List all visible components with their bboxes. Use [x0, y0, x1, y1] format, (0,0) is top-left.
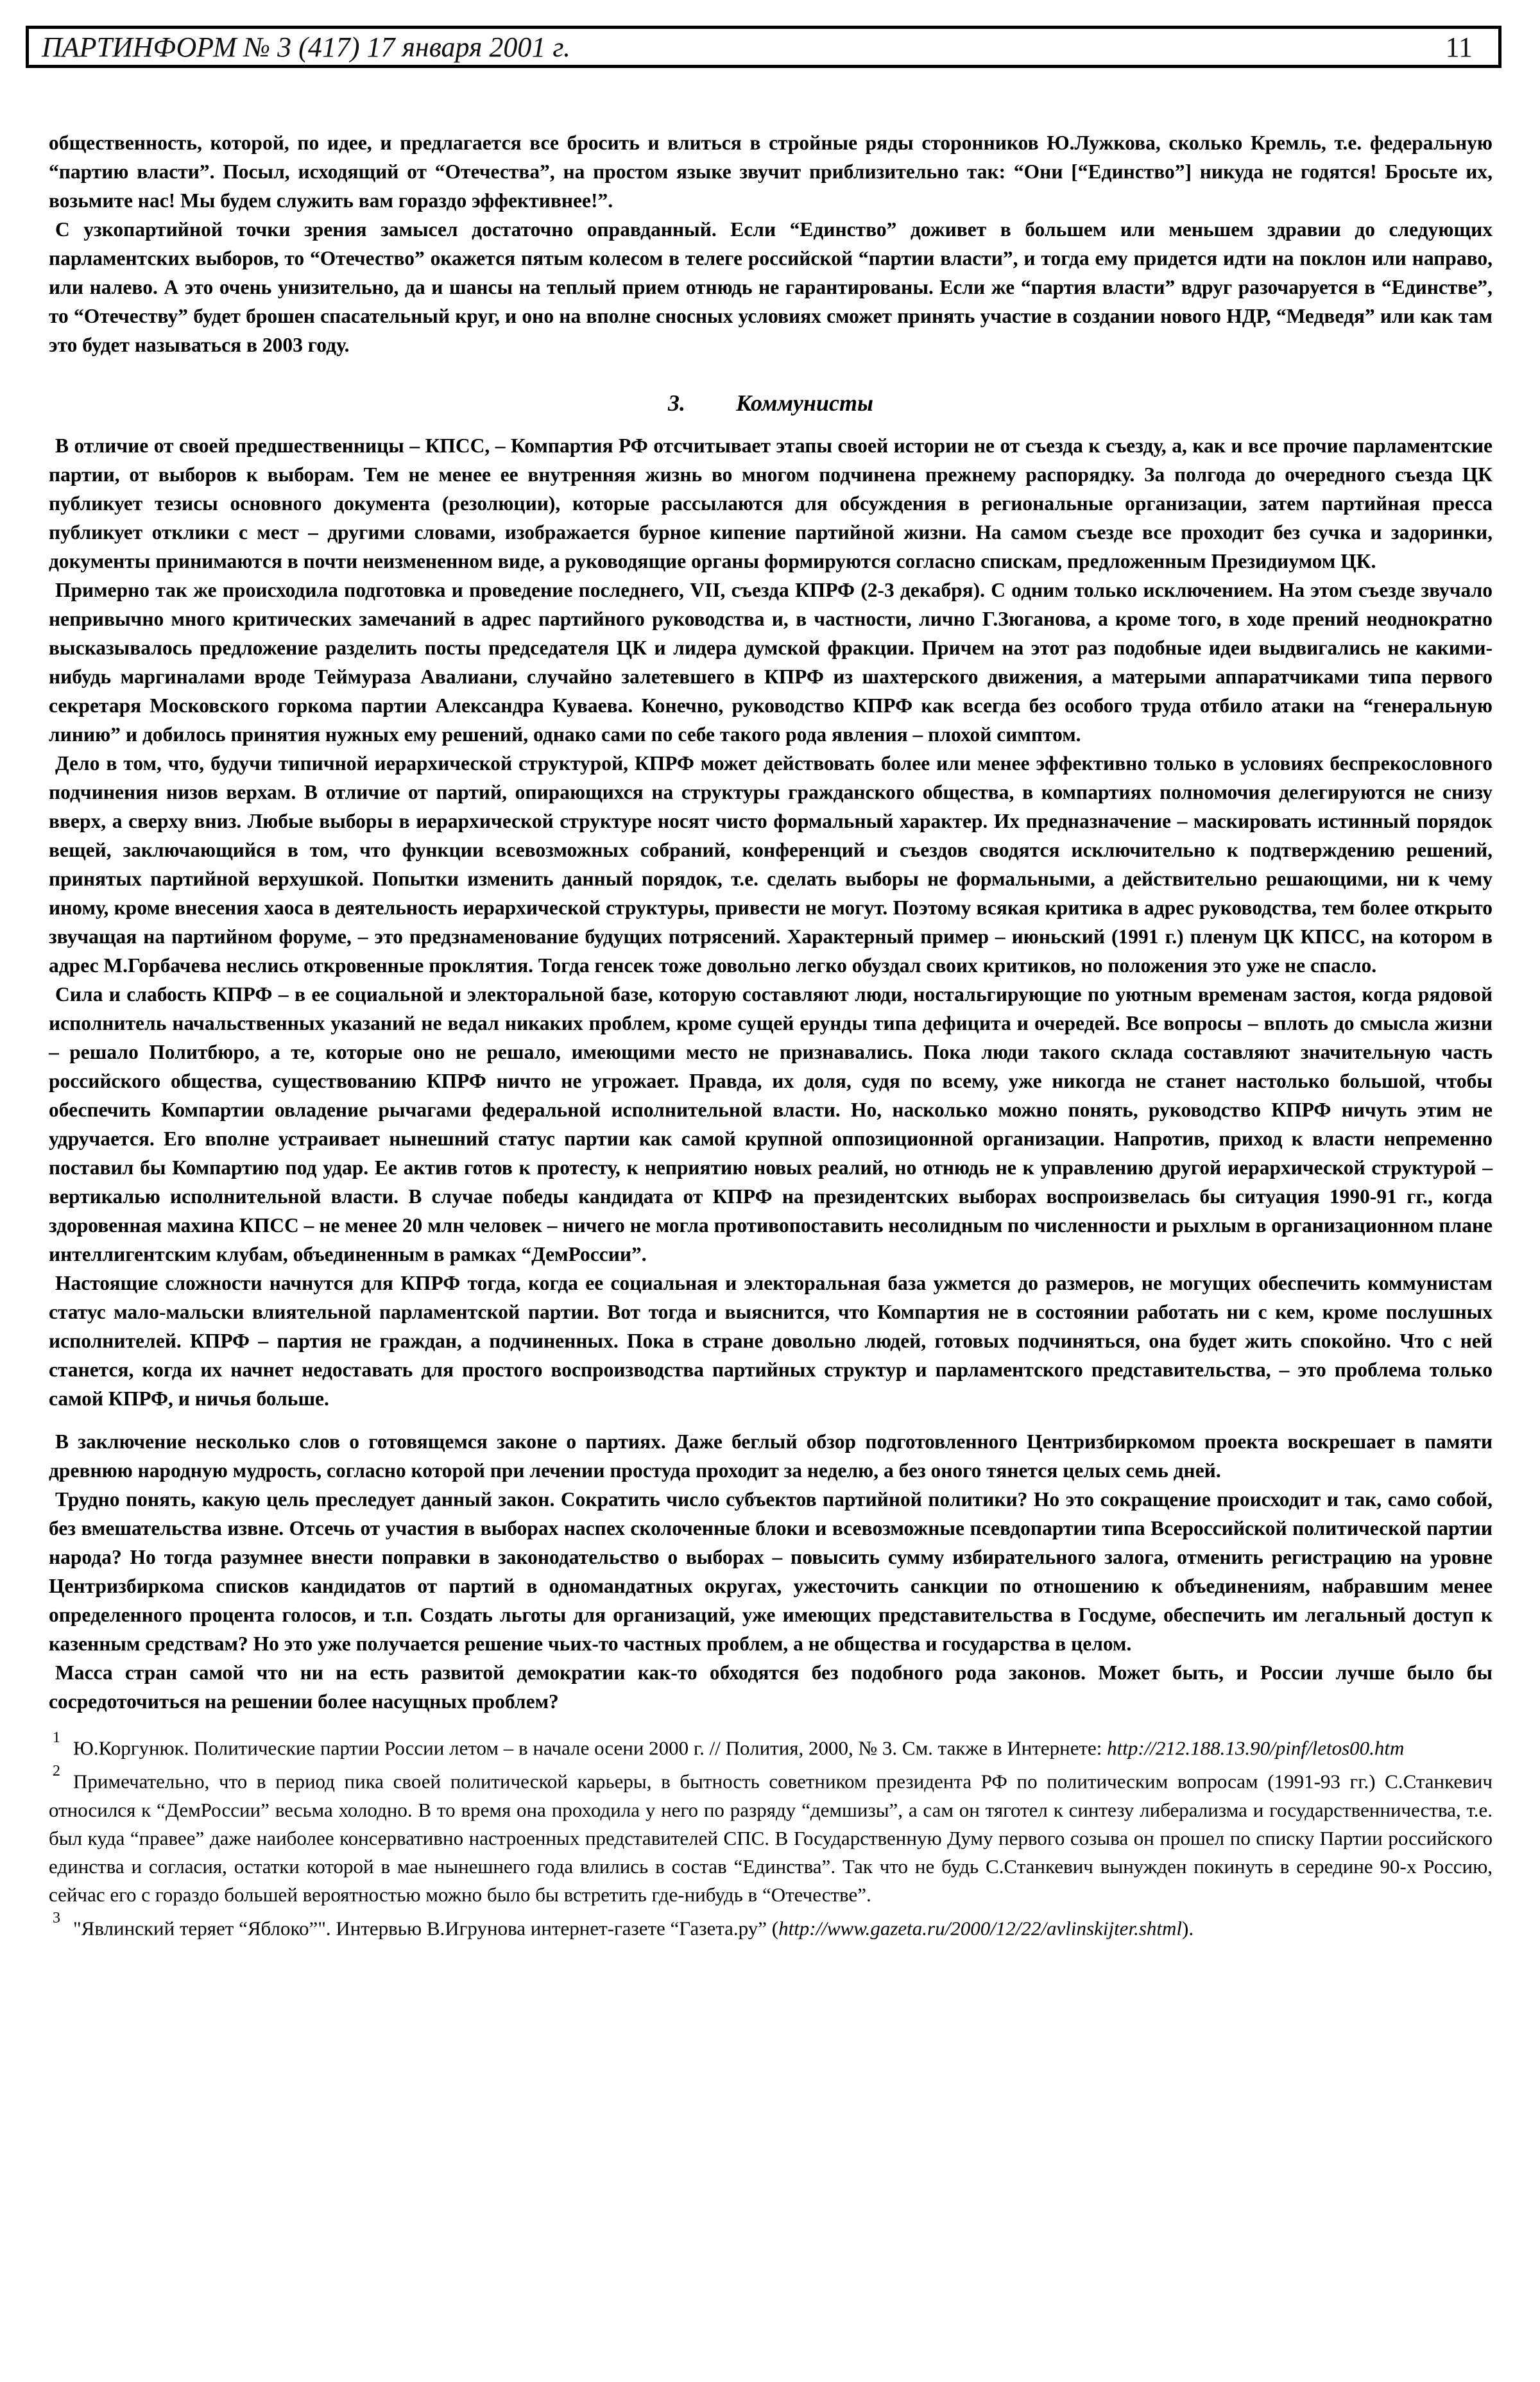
article-body [49, 128, 1493, 1942]
footnote-after: ). [1182, 1916, 1194, 1939]
footnote [49, 1909, 1493, 1942]
section-title: Коммунисты [736, 390, 873, 416]
paragraph: общественность, которой, по идее, и предлагается все бросить и влиться в стройные ряды сторонников Ю.Лужкова, сколько Кремль, т.е. федеральную “партию власти”. Посыл, исходящий от “Отечества”, на простом языке звучит приблизительно так: “Они [“Единство”] никуда не годятся! Бросьте их, возьмите нас! Мы будем служить вам гораздо эффективнее!”. [49, 132, 1493, 212]
paragraph: С узкопартийной точки зрения замысел достаточно оправданный. Если “Единство” доживет в большем или меньшем здравии до следующих парламентских выборов, то “Отечество” окажется пятым колесом в телеге российской “партии власти”, и тогда ему придется идти на поклон или направо, или налево. А это очень унизительно, да и шансы на теплый прием отнюдь не гарантированы. Если же “партия власти” вдруг разочаруется в “Единстве”, то “Отечеству” будет брошен спасательный круг, и оно на вполне сносных условиях сможет принять участие в создании нового НДР, “Медведя” или как там это будет называться в 2003 году. [49, 218, 1493, 356]
header-title: ПАРТИНФОРМ № 3 (417) 17 января 2001 г. [42, 31, 571, 63]
footnotes [49, 1729, 1493, 1942]
paragraph: В отличие от своей предшественницы – КПСС, – Компартия РФ отсчитывает этапы своей истории не от съезда к съезду, а, как и все прочие парламентские партии, от выборов к выборам. Тем не менее ее внутренняя жизнь во многом подчинена прежнему распорядку. За полгода до очередного съезда ЦК публикует тезисы основного документа (резолюции), которые рассылаются для обсуждения в региональные организации, затем партийная пресса публикует отклики с мест – другими словами, изображается бурное кипение партийной жизни. На самом съезде все проходит без сучка и задоринки, документы принимаются в почти неизмененном виде, а руководящие органы формируются согласно спискам, предложенным Президиумом ЦК. [49, 434, 1493, 572]
paragraph: Масса стран самой что ни на есть развитой демократии как-то обходятся без подобного рода законов. Может быть, и России лучше было бы сосредоточиться на решении более насущных проблем? [49, 1661, 1493, 1713]
section-heading [49, 388, 1493, 418]
running-header [26, 26, 1502, 68]
footnote-link[interactable]: http://212.188.13.90/pinf/letos00.htm [1107, 1736, 1405, 1760]
paragraph: Настоящие сложности начнутся для КПРФ тогда, когда ее социальная и электоральная база ужмется до размеров, не могущих обеспечить коммунистам статус мало-мальски влиятельной парламентской партии. Вот тогда и выяснится, что Компартия не в состоянии работать ни с кем, кроме послушных исполнителей. КПРФ – партия не граждан, а подчиненных. Пока в стране довольно людей, готовых подчиняться, она будет жить спокойно. Что с ней станется, когда их начнет недоставать для простого воспроизводства партийных структур и парламентского представительства, – это проблема только самой КПРФ, и ничья больше. [49, 1272, 1493, 1410]
footnote [49, 1729, 1493, 1762]
footnote-text: "Явлинский теряет “Яблоко”". Интервью В.Игрунова интернет-газете “Газета.ру” ( [73, 1916, 779, 1939]
footnote [49, 1762, 1493, 1908]
section-number: 3. [668, 390, 686, 416]
footnote-text: Ю.Коргунюк. Политические партии России летом – в начале осени 2000 г. // Полития, 2000, № 3. См. также в Интернете: [73, 1736, 1108, 1760]
footnote-marker: 3 [53, 1909, 60, 1926]
page-number: 11 [1445, 31, 1473, 63]
footnote-text: Примечательно, что в период пика своей политической карьеры, в бытность советником президента РФ по политическим вопросам (1991-93 гг.) С.Станкевич относился к “ДемРоссии” весьма холодно. В то время она проходила у него по разряду “демшизы”, а сам он тяготел к синтезу либерализма и государственничества, т.е. был куда “правее” даже наиболее консервативно настроенных представителей СПС. В Государственную Думу первого созыва он прошел по списку Партии российского единства и согласия, остатки которой в мае нынешнего года влились в состав “Единства”. Так что не будь С.Станкевич вынужден покинуть в середине 90-х Россию, сейчас его с гораздо большей вероятностью можно было бы встретить где-нибудь в “Отечестве”. [49, 1770, 1493, 1906]
paragraph-gap [49, 1413, 1493, 1427]
paragraph: В заключение несколько слов о готовящемся законе о партиях. Даже беглый обзор подготовленного Центризбиркомом проекта воскрешает в памяти древнюю народную мудрость, согласно которой при лечении простуда проходит за неделю, а без оного тянется целых семь дней. [49, 1430, 1493, 1482]
paragraph: Примерно так же происходила подготовка и проведение последнего, VII, съезда КПРФ (2-3 декабря). С одним только исключением. На этом съезде звучало непривычно много критических замечаний в адрес партийного руководства и, в частности, лично Г.Зюганова, а кроме того, в ходе прений неоднократно высказывалось предложение разделить посты председателя ЦК и лидера думской фракции. Причем на этот раз подобные идеи выдвигались не какими-нибудь маргиналами вроде Теймураза Авалиани, случайно залетевшего в КПРФ из шахтерского движения, а матерыми аппаратчиками типа первого секретаря Московского горкома партии Александра Куваева. Конечно, руководство КПРФ как всегда без особого труда отбило атаки на “генеральную линию” и добилось принятия нужных ему решений, однако сами по себе такого рода явления – плохой симптом. [49, 579, 1493, 746]
paragraph: Дело в том, что, будучи типичной иерархической структурой, КПРФ может действовать более или менее эффективно только в условиях беспрекословного подчинения низов верхам. В отличие от партий, опирающихся на структуры гражданского общества, в компартиях полномочия делегируются не снизу вверх, а сверху вниз. Любые выборы в иерархической структуре носят чисто формальный характер. Их предназначение – маскировать истинный порядок вещей, заключающийся в том, что функции всевозможных собраний, конференций и съездов сводятся исключительно к подтверждению решений, принятых партийной верхушкой. Попытки изменить данный порядок, т.е. сделать выборы не формальными, а действительно решающими, ни к чему иному, кроме внесения хаоса в деятельность иерархической структуры, привести не могут. Поэтому всякая критика в адрес руководства, тем более открыто звучащая на партийном форуме, – это предзнаменование будущих потрясений. Характерный пример – июньский (1991 г.) пленум ЦК КПСС, на котором в адрес М.Горбачева неслись откровенные проклятия. Тогда генсек тоже довольно легко обуздал своих критиков, но положения это уже не спасло. [49, 752, 1493, 977]
paragraph: Сила и слабость КПРФ – в ее социальной и электоральной базе, которую составляют люди, ностальгирующие по уютным временам застоя, когда рядовой исполнитель начальственных указаний не ведал никаких проблем, кроме сущей ерунды типа дефицита и очередей. Все вопросы – вплоть до смысла жизни – решало Политбюро, а те, которые оно не решало, имеющими место не признавались. Пока люди такого склада составляют значительную часть российского общества, существованию КПРФ ничто не угрожает. Правда, их доля, судя по всему, уже никогда не станет настолько большой, чтобы обеспечить Компартии овладение рычагами федеральной исполнительной власти. Но, насколько можно понять, руководство КПРФ ничуть этим не удручается. Его вполне устраивает нынешний статус партии как самой крупной оппозиционной организации. Напротив, приход к власти непременно поставил бы Компартию под удар. Ее актив готов к протесту, к неприятию новых реалий, но отнюдь не к управлению другой иерархической структурой – вертикалью исполнительной власти. В случае победы кандидата от КПРФ на президентских выборах воспроизвелась бы ситуация 1990-91 гг., когда здоровенная махина КПСС – не менее 20 млн человек – ничего не могла противопоставить несолидным по численности и рыхлым в организационном плане интеллигентским клубам, объединенным в рамках “ДемРоссии”. [49, 983, 1493, 1265]
footnote-marker: 2 [53, 1763, 60, 1780]
footnote-marker: 1 [53, 1729, 60, 1746]
paragraph: Трудно понять, какую цель преследует данный закон. Сократить число субъектов партийной политики? Но это сокращение происходит и так, само собой, без вмешательства извне. Отсечь от участия в выборах наспех сколоченные блоки и всевозможные псевдопартии типа Всероссийской политической партии народа? Но тогда разумнее внести поправки в законодательство о выборах – повысить сумму избирательного залога, отменить регистрацию на уровне Центризбиркома списков кандидатов от партий в одномандатных округах, ужесточить санкции по отношению к объединениям, набравшим менее определенного процента голосов, и т.п. Создать льготы для организаций, уже имеющих представительства в Госдуме, обеспечить им легальный доступ к казенным средствам? Но это уже получается решение чьих-то частных проблем, а не общества и государства в целом. [49, 1488, 1493, 1655]
footnote-link[interactable]: http://www.gazeta.ru/2000/12/22/avlinskijter.shtml [778, 1916, 1182, 1939]
